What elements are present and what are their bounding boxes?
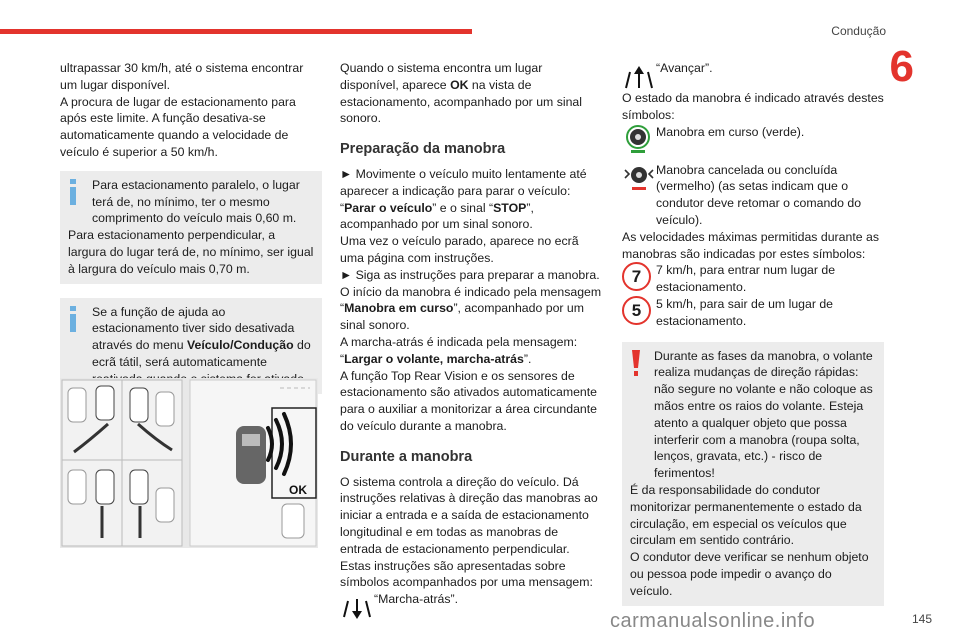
info-box-1: [60, 171, 322, 284]
steering-green-icon: [622, 124, 656, 154]
paragraph: O início da manobra é indicado pela mensagem “Manobra em curso”, acompanhado por um sinal sonoro.: [340, 284, 602, 333]
speed-5-icon: 5: [622, 296, 651, 325]
paragraph: O estado da manobra é indicado através destes símbolos:: [622, 91, 884, 122]
forward-arrows-icon: [622, 60, 656, 90]
info-text: Para estacionamento paralelo, o lugar terá de, no mínimo, ter o mesmo comprimento do veículo mais 0,60 m.: [92, 177, 300, 226]
forward-label: “Avançar”.: [656, 61, 713, 75]
watermark: carmanualsonline.info: [610, 610, 816, 632]
running-head: Condução: [831, 24, 886, 38]
paragraph: Quando o sistema encontra um lugar disponível, aparece OK na vista de estacionamento, acompanhado por um sinal sonoro.: [340, 61, 582, 126]
ok-label: OK: [289, 483, 307, 497]
heading-preparation: Preparação da manobra: [340, 141, 506, 158]
warning-text: Durante as fases da manobra, o volante realiza mudanças de direção rápidas: não segure no volante e não coloque as mãos entre os raios do volante. Esteja atento a qualquer objeto que possa interferir com a manobra (roupa solta, lenços, gravata, etc.) - risco de ferimentos!: [654, 348, 873, 481]
info-text: Para estacionamento perpendicular, a largura do lugar terá de, no mínimo, ser igual à largura do veículo mais 0,70 m.: [68, 228, 314, 276]
warning-box: [622, 342, 884, 606]
reverse-arrows-icon: [340, 591, 374, 621]
state-green-row: [622, 124, 884, 154]
paragraph: A procura de lugar de estacionamento para após este limite. A função desativa-se automaticamente quando a velocidade de veículo é superior a 50 km/h.: [60, 94, 296, 159]
column-2: [340, 60, 603, 621]
reverse-label: “Marcha-atrás”.: [374, 592, 459, 607]
speed-row-5: [622, 296, 884, 330]
speed-row-7: [622, 262, 884, 296]
paragraph: As velocidades máximas permitidas durante as manobras são indicadas por estes símbolos:: [622, 229, 879, 261]
paragraph: A função Top Rear Vision e os sensores de estacionamento são ativados automaticamente para o auxiliar a monitorizar a área circundante do veículo durante a manobra.: [340, 368, 598, 433]
column-1: [60, 60, 322, 394]
paragraph: Estas instruções são apresentadas sobre símbolos acompanhados por uma mensagem:: [340, 558, 593, 590]
paragraph: O sistema controla a direção do veículo. Dá instruções relativas à direção das manobras ao iniciar a entrada e a saída de estacionamento longitudinal e em todas as manobras de entrada de estacionamento perpendicular.: [340, 474, 598, 556]
forward-symbol-row: [622, 60, 884, 90]
heading-during: Durante a manobra: [340, 448, 473, 465]
paragraph: ► Siga as instruções para preparar a manobra.: [340, 267, 600, 282]
header-red-bar: [0, 29, 472, 34]
state-red-text: Manobra cancelada ou concluída (vermelho) (as setas indicam que o condutor deve retomar o comando do veículo).: [656, 162, 862, 227]
paragraph: ► Movimente o veículo muito lentamente até aparecer a indicação para parar o veículo: “Parar o veículo” e o sinal “STOP”, acompanhado por um sinal sonoro.: [340, 166, 587, 232]
chapter-number: 6: [889, 42, 914, 91]
paragraph: Uma vez o veículo parado, aparece no ecrã uma página com instruções.: [340, 234, 579, 265]
steering-red-icon: [622, 162, 656, 192]
parking-illustration: [60, 378, 318, 548]
speed-7-icon: 7: [622, 262, 651, 291]
warning-text: O condutor deve verificar se nenhum objeto ou pessoa pode impedir o avanço do veículo.: [630, 550, 869, 598]
warning-text: É da responsabilidade do condutor monitorizar permanentemente o estado da circulação, em especial os veículos que circulam em sentido contrário.: [630, 482, 862, 548]
warning-icon: [631, 350, 641, 376]
speed-5-text: 5 km/h, para sair de um lugar de estacionamento.: [656, 296, 834, 328]
speed-7-text: 7 km/h, para entrar num lugar de estacionamento.: [656, 263, 836, 295]
reverse-symbol-row: [340, 591, 603, 621]
info-icon: [66, 179, 80, 205]
paragraph: ultrapassar 30 km/h, até o sistema encontrar um lugar disponível.: [60, 61, 304, 92]
column-3: [622, 60, 884, 606]
parking-diagram: [60, 378, 318, 548]
state-green-text: Manobra em curso (verde).: [656, 124, 805, 139]
page-number: 145: [911, 612, 932, 626]
paragraph: A marcha-atrás é indicada pela mensagem: “Largar o volante, marcha-atrás”.: [340, 334, 578, 366]
state-red-row: [622, 162, 884, 229]
info-icon: [66, 306, 80, 332]
info-text: Se a função de ajuda ao estacionamento tiver sido desativada através do menu Veículo/Condução do ecrã tátil, será automaticamente: [92, 304, 311, 369]
